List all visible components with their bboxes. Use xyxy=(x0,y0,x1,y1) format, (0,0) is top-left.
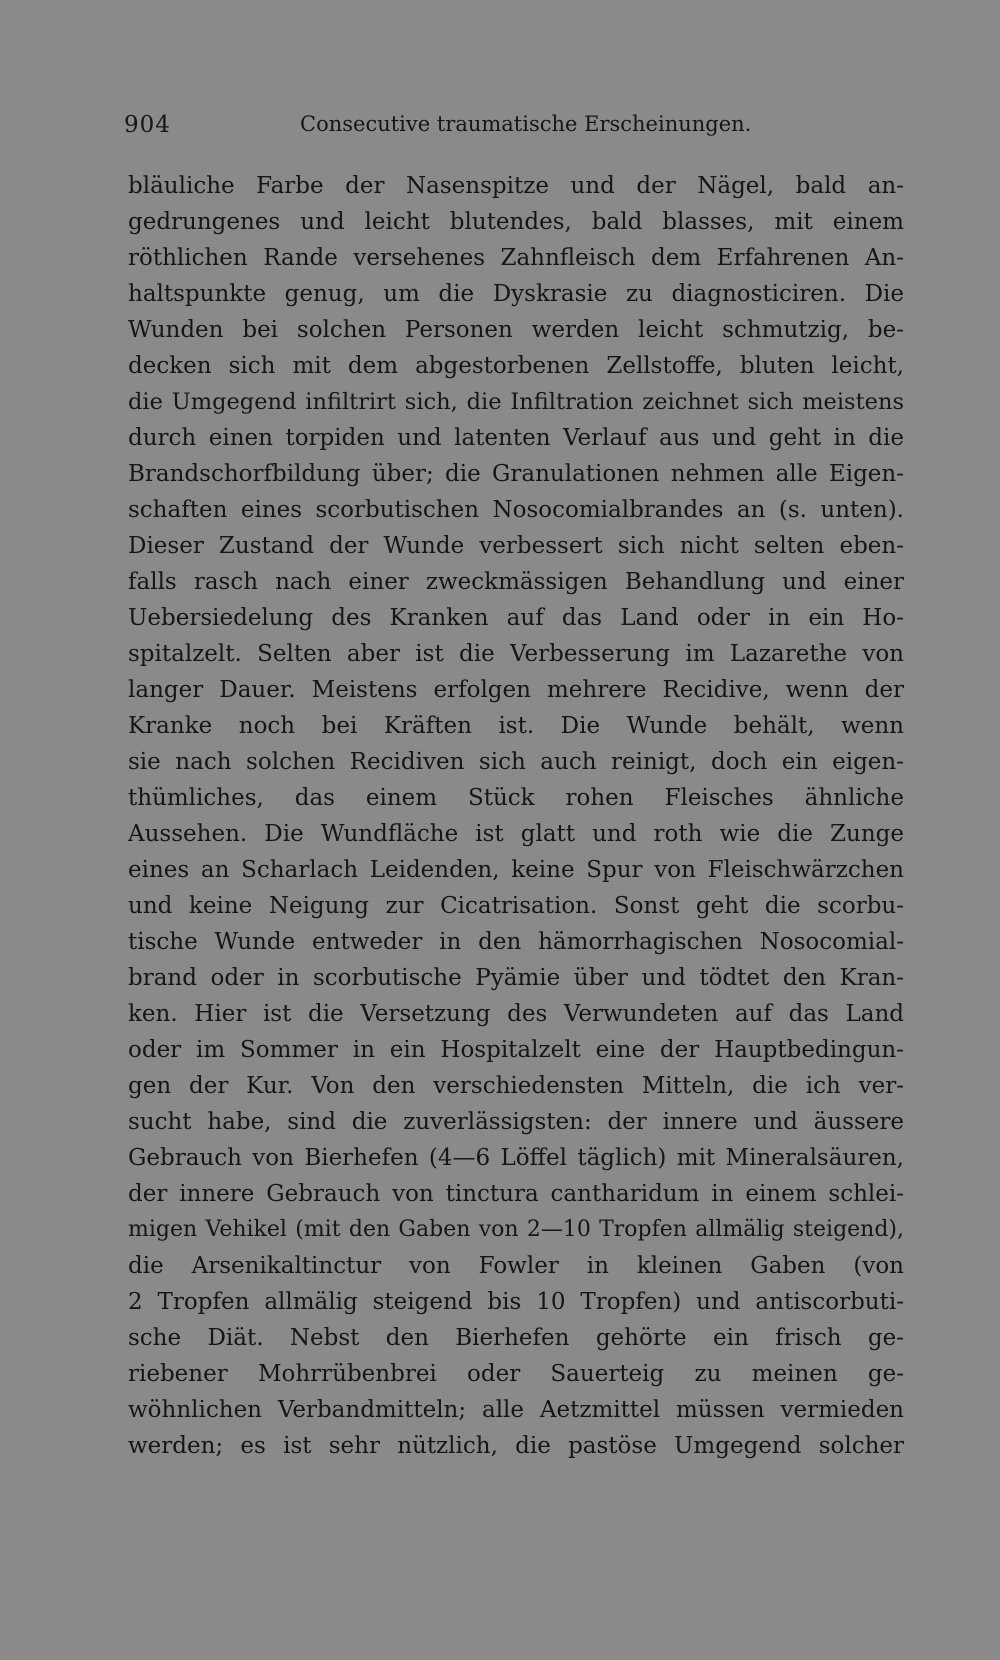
text-line: eines an Scharlach Leidenden, keine Spur von Fleischwärzchen xyxy=(128,857,904,883)
text-line: gedrungenes und leicht blutendes, bald blasses, mit einem xyxy=(128,209,904,235)
text-line: die Umgegend infiltrirt sich, die Infiltration zeichnet sich meistens xyxy=(128,389,904,415)
body-text xyxy=(128,168,904,1464)
text-line: Uebersiedelung des Kranken auf das Land oder in ein Ho- xyxy=(128,605,904,631)
text-line: ken. Hier ist die Versetzung des Verwundeten auf das Land xyxy=(128,1001,904,1027)
text-line: thümliches, das einem Stück rohen Fleisches ähnliche xyxy=(128,785,904,811)
text-line: riebener Mohrrübenbrei oder Sauerteig zu meinen ge- xyxy=(128,1361,904,1387)
text-line: falls rasch nach einer zweckmässigen Behandlung und einer xyxy=(128,569,904,595)
text-line: sche Diät. Nebst den Bierhefen gehörte ein frisch ge- xyxy=(128,1325,904,1351)
text-line: röthlichen Rande versehenes Zahnfleisch dem Erfahrenen An- xyxy=(128,245,904,271)
text-line: die Arsenikaltinctur von Fowler in kleinen Gaben (von xyxy=(128,1253,904,1279)
text-line: Wunden bei solchen Personen werden leicht schmutzig, be- xyxy=(128,317,904,343)
page-header xyxy=(124,108,752,148)
text-line: brand oder in scorbutische Pyämie über und tödtet den Kran- xyxy=(128,965,904,991)
text-line: schaften eines scorbutischen Nosocomialbrandes an (s. unten). xyxy=(128,497,904,523)
text-line: oder im Sommer in ein Hospitalzelt eine der Hauptbedingun- xyxy=(128,1037,904,1063)
text-line: haltspunkte genug, um die Dyskrasie zu diagnosticiren. Die xyxy=(128,281,904,307)
text-line: Aussehen. Die Wundfläche ist glatt und roth wie die Zunge xyxy=(128,821,904,847)
page-number: 904 xyxy=(124,112,171,138)
text-line: decken sich mit dem abgestorbenen Zellstoffe, bluten leicht, xyxy=(128,353,904,379)
text-line: migen Vehikel (mit den Gaben von 2—10 Tropfen allmälig steigend), xyxy=(128,1217,904,1242)
text-line: Dieser Zustand der Wunde verbessert sich nicht selten eben- xyxy=(128,533,904,559)
text-line: werden; es ist sehr nützlich, die pastöse Umgegend solcher xyxy=(128,1433,904,1459)
text-line: Brandschorfbildung über; die Granulationen nehmen alle Eigen- xyxy=(128,461,904,487)
text-line: 2 Tropfen allmälig steigend bis 10 Tropfen) und antiscorbuti- xyxy=(128,1289,904,1315)
text-line: durch einen torpiden und latenten Verlauf aus und geht in die xyxy=(128,425,904,451)
text-line: Gebrauch von Bierhefen (4—6 Löffel täglich) mit Mineralsäuren, xyxy=(128,1145,904,1171)
running-title: Consecutive traumatische Erscheinungen. xyxy=(300,112,752,136)
text-line: tische Wunde entweder in den hämorrhagischen Nosocomial- xyxy=(128,929,904,955)
text-line: bläuliche Farbe der Nasenspitze und der Nägel, bald an- xyxy=(128,173,904,199)
text-line: gen der Kur. Von den verschiedensten Mitteln, die ich ver- xyxy=(128,1073,904,1099)
text-line: Kranke noch bei Kräften ist. Die Wunde behält, wenn xyxy=(128,713,904,739)
text-line: spitalzelt. Selten aber ist die Verbesserung im Lazarethe von xyxy=(128,641,904,667)
text-line: sucht habe, sind die zuverlässigsten: der innere und äussere xyxy=(128,1109,904,1135)
text-line: sie nach solchen Recidiven sich auch reinigt, doch ein eigen- xyxy=(128,749,904,775)
text-line: langer Dauer. Meistens erfolgen mehrere Recidive, wenn der xyxy=(128,677,904,703)
text-line: und keine Neigung zur Cicatrisation. Sonst geht die scorbu- xyxy=(128,893,904,919)
text-line: der innere Gebrauch von tinctura cantharidum in einem schlei- xyxy=(128,1181,904,1207)
text-line: wöhnlichen Verbandmitteln; alle Aetzmittel müssen vermieden xyxy=(128,1397,904,1423)
